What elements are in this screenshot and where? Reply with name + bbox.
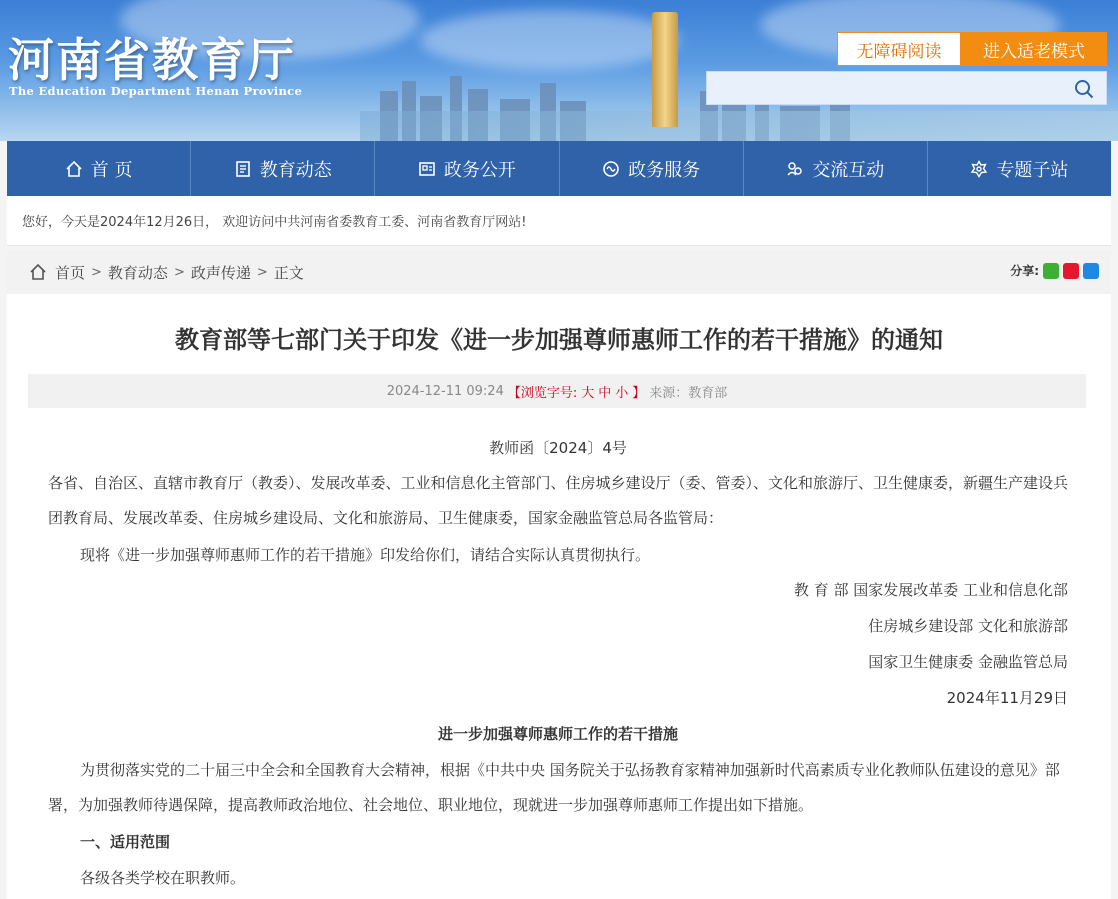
breadcrumb-separator: >: [173, 264, 185, 280]
search-icon[interactable]: [1074, 79, 1094, 99]
section-heading: 进一步加强尊师惠师工作的若干措施: [437, 725, 678, 743]
news-icon: [234, 160, 252, 178]
document-icon: [418, 160, 436, 178]
nav-label: 专题子站: [996, 159, 1069, 181]
interact-icon: [786, 160, 804, 178]
breadcrumb-separator: >: [256, 264, 268, 280]
home-icon[interactable]: [29, 263, 47, 281]
nav-label: 交流互动: [812, 159, 885, 181]
breadcrumb: [7, 250, 1111, 294]
signatory-line: 住房城乡建设部 文化和旅游部: [868, 617, 1068, 635]
article-source: 来源：教育部: [649, 385, 728, 401]
nav-label: 政务公开: [443, 159, 516, 181]
site-logo-en: The Education Department Henan Province: [9, 84, 303, 98]
share-label: 分享:: [1010, 264, 1039, 278]
breadcrumb-home[interactable]: 首页: [55, 263, 86, 282]
river: [360, 111, 1118, 141]
service-icon: [602, 160, 620, 178]
font-large-button[interactable]: 大: [581, 385, 595, 401]
accessibility-button[interactable]: 无障碍阅读: [837, 32, 961, 66]
nav-item-gov-affairs[interactable]: [375, 141, 559, 196]
elder-mode-button[interactable]: 进入适老模式: [961, 32, 1107, 66]
document-date: 2024年11月29日: [946, 689, 1068, 707]
nav-item-gov-service[interactable]: [560, 141, 744, 196]
nav-item-interact[interactable]: [744, 141, 928, 196]
nav-item-topics[interactable]: [928, 141, 1111, 196]
topic-icon: [970, 160, 988, 178]
breadcrumb-current: 正文: [273, 263, 304, 282]
paragraph: 为贯彻落实党的二十届三中全会和全国教育大会精神，根据《中共中央 国务院关于弘扬教育家精神加强新时代高素质专业化教师队伍建设的意见》部署，为加强教师待遇保障，提高教师政治地位、社会地位、职业地位，现就进一步加强尊师惠师工作提出如下措施。: [48, 761, 1060, 814]
landmark-tower: [652, 12, 678, 127]
search-input[interactable]: [707, 72, 1067, 104]
breadcrumb-separator: >: [91, 264, 102, 280]
font-size-label-end: 】: [632, 385, 646, 401]
nav-item-news[interactable]: [191, 141, 375, 196]
main-nav: [7, 141, 1111, 196]
search-box: [706, 71, 1107, 105]
article-title: 教育部等七部门关于印发《进一步加强尊师惠师工作的若干措施》的通知: [175, 326, 943, 354]
qq-share-icon[interactable]: [1083, 263, 1099, 279]
site-logo[interactable]: 河南省教育厅: [8, 33, 296, 87]
article: [7, 294, 1111, 899]
breadcrumb-news[interactable]: 教育动态: [107, 263, 168, 282]
nav-label: 首 页: [90, 159, 133, 181]
font-small-button[interactable]: 小: [615, 385, 629, 401]
section-title: 一、适用范围: [80, 833, 171, 851]
paragraph: 现将《进一步加强尊师惠师工作的若干措施》印发给你们，请结合实际认真贯彻执行。: [80, 546, 651, 564]
paragraph: 各级各类学校在职教师。: [80, 869, 246, 887]
welcome-text: 您好，今天是2024年12月26日， 欢迎访问中共河南省委教育工委、河南省教育厅网站!: [22, 215, 527, 230]
nav-label: 教育动态: [259, 159, 332, 181]
nav-label: 政务服务: [628, 159, 701, 181]
weibo-share-icon[interactable]: [1063, 263, 1079, 279]
header-banner: [0, 0, 1118, 141]
welcome-bar: [7, 196, 1111, 246]
signatory-line: 国家卫生健康委 金融监管总局: [868, 653, 1068, 671]
font-size-label: 【浏览字号:: [507, 385, 578, 401]
font-medium-button[interactable]: 中: [598, 385, 612, 401]
home-icon: [65, 160, 83, 178]
share-bar: [1010, 262, 1099, 279]
breadcrumb-section[interactable]: 政声传递: [190, 263, 251, 282]
article-meta: [28, 374, 1086, 408]
publish-datetime: 2024-12-11 09:24: [386, 383, 504, 399]
nav-item-home[interactable]: [7, 141, 191, 196]
doc-number: 教师函〔2024〕4号: [489, 439, 627, 457]
recipients: 各省、自治区、直辖市教育厅（教委）、发展改革委、工业和信息化主管部门、住房城乡建设厅（委、管委）、文化和旅游厅、卫生健康委，新疆生产建设兵团教育局、发展改革委、住房城乡建设局、文化和旅游局、卫生健康委，国家金融监管总局各监管局：: [48, 474, 1069, 527]
signatory-line: 教 育 部 国家发展改革委 工业和信息化部: [793, 581, 1068, 599]
wechat-share-icon[interactable]: [1043, 263, 1059, 279]
